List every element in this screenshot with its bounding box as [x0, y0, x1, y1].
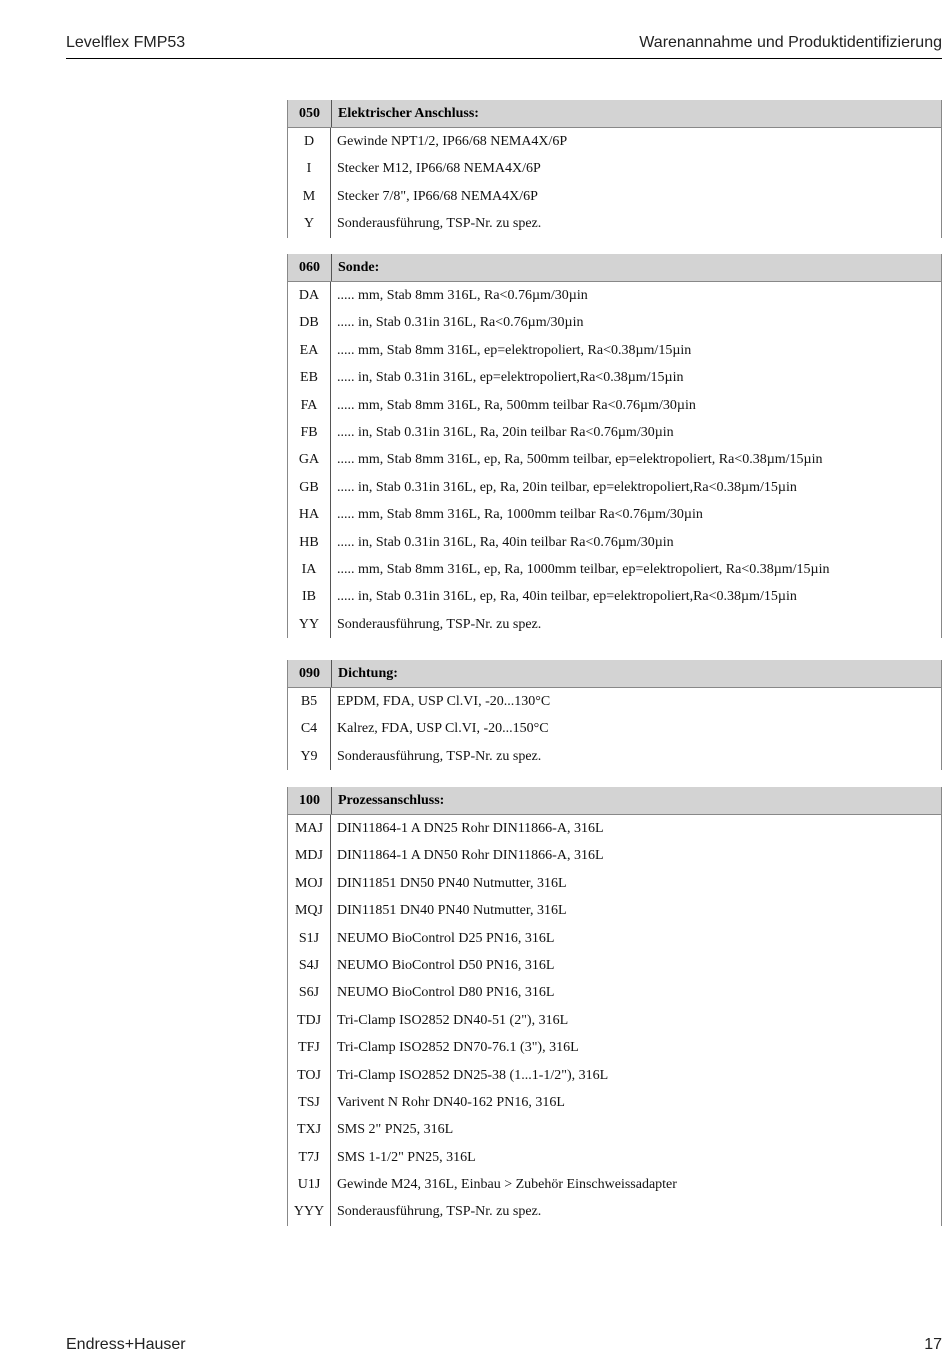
section-title: Prozessanschluss:	[338, 793, 445, 808]
option-code: DB	[288, 309, 331, 336]
section-header	[287, 100, 942, 127]
option-code: I	[288, 155, 331, 182]
option-code: Y	[288, 210, 331, 237]
section-050-electrical-connection	[287, 100, 942, 238]
footer-company-name: Endress+Hauser	[66, 1336, 186, 1353]
section-060-probe	[287, 254, 942, 638]
option-row	[288, 419, 941, 446]
option-description: Sonderausführung, TSP-Nr. zu spez.	[337, 748, 542, 764]
option-row	[288, 870, 941, 897]
option-description: ..... mm, Stab 8mm 316L, Ra, 500mm teilbar Ra<0.76µm/30µin	[337, 397, 696, 413]
section-title: Dichtung:	[338, 666, 398, 681]
option-code: FA	[288, 392, 331, 419]
option-description: ..... mm, Stab 8mm 316L, ep=elektropoliert, Ra<0.38µm/15µin	[337, 342, 692, 358]
option-code: HB	[288, 529, 331, 556]
section-code: 060	[288, 254, 332, 281]
option-description: Sonderausführung, TSP-Nr. zu spez.	[337, 616, 542, 632]
option-row	[288, 1116, 941, 1143]
option-code: GA	[288, 446, 331, 473]
option-row	[288, 815, 941, 842]
option-description: ..... in, Stab 0.31in 316L, ep, Ra, 40in teilbar, ep=elektropoliert,Ra<0.38µm/15µin	[337, 589, 797, 605]
option-description: Stecker 7/8", IP66/68 NEMA4X/6P	[337, 188, 538, 204]
option-description: ..... in, Stab 0.31in 316L, ep=elektropoliert,Ra<0.38µm/15µin	[337, 370, 684, 386]
section-title: Sonde:	[338, 260, 380, 275]
option-code: TFJ	[288, 1034, 331, 1061]
option-code: HA	[288, 501, 331, 528]
option-row	[288, 1062, 941, 1089]
header-chapter-title: Warenannahme und Produktidentifizierung	[639, 34, 942, 51]
option-code: TDJ	[288, 1007, 331, 1034]
section-header	[287, 660, 942, 687]
option-description: ..... in, Stab 0.31in 316L, Ra<0.76µm/30µin	[337, 315, 584, 331]
option-description: Tri-Clamp ISO2852 DN25-38 (1...1-1/2"), 316L	[337, 1067, 609, 1083]
option-description: DIN11864-1 A DN50 Rohr DIN11866-A, 316L	[337, 848, 604, 864]
option-row	[288, 1089, 941, 1116]
section-100-process-connection	[287, 787, 942, 1226]
option-row	[288, 743, 941, 770]
option-row	[288, 155, 941, 182]
option-description: Stecker M12, IP66/68 NEMA4X/6P	[337, 161, 541, 177]
option-description: EPDM, FDA, USP Cl.VI, -20...130°C	[337, 694, 551, 709]
option-code: Y9	[288, 743, 331, 770]
option-row	[288, 1171, 941, 1198]
option-description: Varivent N Rohr DN40-162 PN16, 316L	[337, 1094, 565, 1110]
option-row	[288, 446, 941, 473]
option-code: D	[288, 128, 331, 155]
option-row	[288, 979, 941, 1006]
option-row	[288, 925, 941, 952]
option-code: M	[288, 183, 331, 210]
option-description: Tri-Clamp ISO2852 DN40-51 (2"), 316L	[337, 1012, 569, 1028]
option-code: YYY	[288, 1198, 331, 1225]
option-code: MQJ	[288, 897, 331, 924]
option-code: S1J	[288, 925, 331, 952]
header-product-name: Levelflex FMP53	[66, 34, 186, 51]
option-description: NEUMO BioControl D50 PN16, 316L	[337, 957, 555, 973]
option-list	[287, 814, 942, 1226]
option-description: ..... mm, Stab 8mm 316L, Ra, 1000mm teilbar Ra<0.76µm/30µin	[337, 507, 703, 523]
option-row	[288, 1198, 941, 1225]
option-code: IA	[288, 556, 331, 583]
option-description: Gewinde NPT1/2, IP66/68 NEMA4X/6P	[337, 134, 568, 149]
option-code: EB	[288, 364, 331, 391]
section-090-seal	[287, 660, 942, 770]
option-description: ..... mm, Stab 8mm 316L, Ra<0.76µm/30µin	[337, 288, 588, 303]
option-description: ..... mm, Stab 8mm 316L, ep, Ra, 500mm teilbar, ep=elektropoliert, Ra<0.38µm/15µin	[337, 452, 823, 468]
option-code: IB	[288, 583, 331, 610]
option-row	[288, 952, 941, 979]
header-divider	[66, 58, 942, 59]
option-row	[288, 474, 941, 501]
option-row	[288, 501, 941, 528]
option-row	[288, 210, 941, 237]
section-header	[287, 254, 942, 281]
option-code: TSJ	[288, 1089, 331, 1116]
option-row	[288, 337, 941, 364]
page-number: 17	[924, 1336, 942, 1353]
option-code: B5	[288, 688, 331, 715]
option-description: Gewinde M24, 316L, Einbau > Zubehör Einschweissadapter	[337, 1177, 677, 1193]
option-row	[288, 1144, 941, 1171]
option-row	[288, 183, 941, 210]
option-code: GB	[288, 474, 331, 501]
option-description: SMS 1-1/2" PN25, 316L	[337, 1149, 476, 1165]
option-row	[288, 611, 941, 638]
option-description: Tri-Clamp ISO2852 DN70-76.1 (3"), 316L	[337, 1040, 579, 1056]
option-code: MDJ	[288, 842, 331, 869]
section-title: Elektrischer Anschluss:	[338, 106, 479, 121]
section-header	[287, 787, 942, 814]
option-code: S4J	[288, 952, 331, 979]
option-code: FB	[288, 419, 331, 446]
option-row	[288, 529, 941, 556]
option-row	[288, 556, 941, 583]
option-description: ..... mm, Stab 8mm 316L, ep, Ra, 1000mm teilbar, ep=elektropoliert, Ra<0.38µm/15µin	[337, 561, 830, 577]
option-description: ..... in, Stab 0.31in 316L, ep, Ra, 20in teilbar, ep=elektropoliert,Ra<0.38µm/15µin	[337, 479, 797, 495]
option-description: Kalrez, FDA, USP Cl.VI, -20...150°C	[337, 721, 549, 737]
section-code: 100	[288, 787, 332, 814]
option-row	[288, 842, 941, 869]
option-description: DIN11851 DN50 PN40 Nutmutter, 316L	[337, 875, 567, 891]
page-header	[66, 34, 942, 58]
option-description: NEUMO BioControl D25 PN16, 316L	[337, 930, 555, 946]
option-code: MOJ	[288, 870, 331, 897]
option-code: T7J	[288, 1144, 331, 1171]
option-code: S6J	[288, 979, 331, 1006]
option-code: MAJ	[288, 815, 331, 842]
option-row	[288, 1007, 941, 1034]
option-row	[288, 364, 941, 391]
option-description: Sonderausführung, TSP-Nr. zu spez.	[337, 1204, 542, 1220]
option-description: ..... in, Stab 0.31in 316L, Ra, 20in teilbar Ra<0.76µm/30µin	[337, 424, 674, 440]
option-code: DA	[288, 282, 331, 309]
option-code: YY	[288, 611, 331, 638]
option-row	[288, 282, 941, 309]
option-row	[288, 128, 941, 155]
option-row	[288, 688, 941, 715]
option-code: U1J	[288, 1171, 331, 1198]
option-list	[287, 127, 942, 238]
option-description: SMS 2" PN25, 316L	[337, 1122, 454, 1138]
option-list	[287, 281, 942, 638]
option-code: TOJ	[288, 1062, 331, 1089]
option-description: ..... in, Stab 0.31in 316L, Ra, 40in teilbar Ra<0.76µm/30µin	[337, 534, 674, 550]
option-code: C4	[288, 715, 331, 742]
option-description: NEUMO BioControl D80 PN16, 316L	[337, 985, 555, 1001]
option-description: DIN11851 DN40 PN40 Nutmutter, 316L	[337, 903, 567, 919]
section-code: 090	[288, 660, 332, 687]
option-description: DIN11864-1 A DN25 Rohr DIN11866-A, 316L	[337, 821, 604, 836]
option-row	[288, 715, 941, 742]
section-code: 050	[288, 100, 332, 127]
option-description: Sonderausführung, TSP-Nr. zu spez.	[337, 216, 542, 232]
option-code: EA	[288, 337, 331, 364]
option-list	[287, 687, 942, 770]
option-row	[288, 309, 941, 336]
option-row	[288, 583, 941, 610]
option-row	[288, 392, 941, 419]
option-code: TXJ	[288, 1116, 331, 1143]
option-row	[288, 897, 941, 924]
option-row	[288, 1034, 941, 1061]
